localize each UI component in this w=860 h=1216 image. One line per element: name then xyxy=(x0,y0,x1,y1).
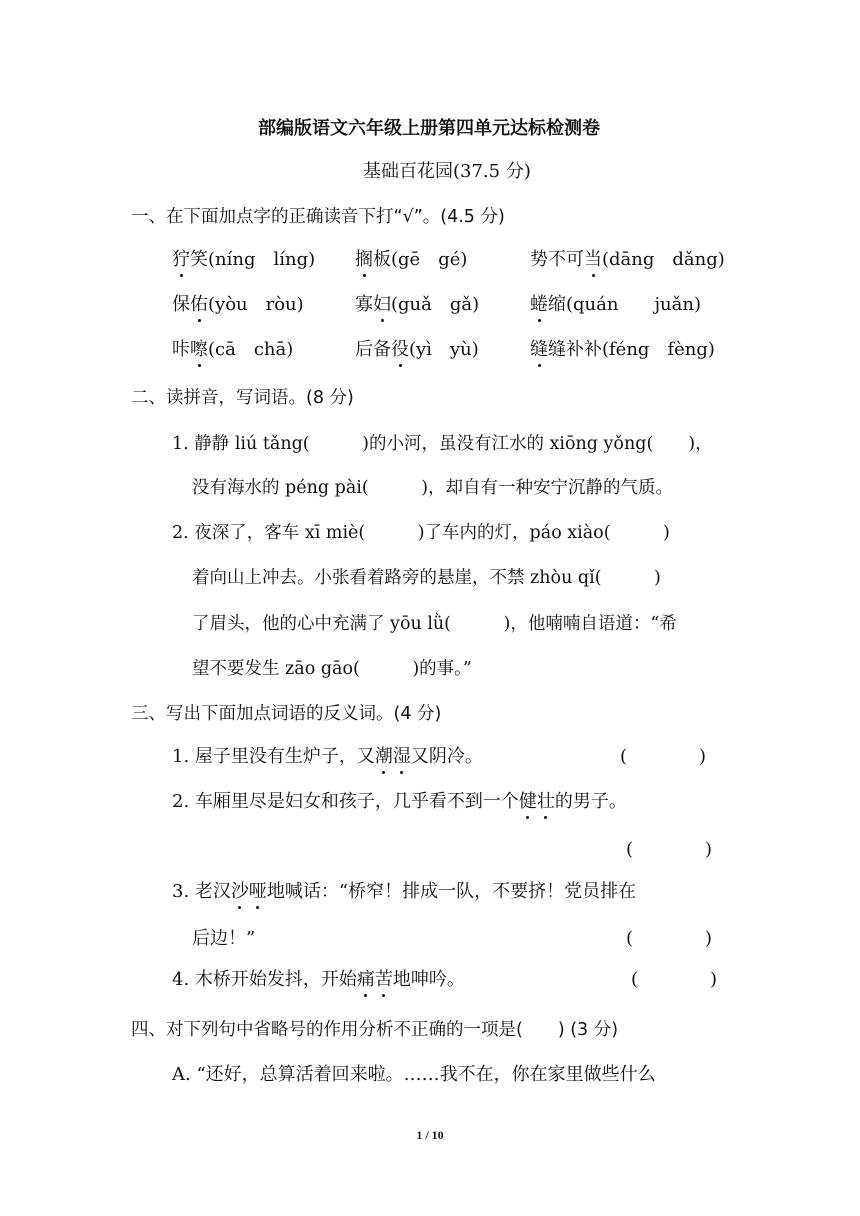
pinyin-item: 蜷缩(quán juǎn) xyxy=(530,294,701,315)
pinyin-item: 后备役(yì yù) xyxy=(355,339,479,360)
answer-blank: ( ) xyxy=(620,746,707,767)
section2-q2-line3: 了眉头，他的心中充满了 yōu lǜ( )，他喃喃自语道：“希 xyxy=(192,614,677,634)
section3-heading: 三、写出下面加点词语的反义词。(4 分) xyxy=(131,704,442,724)
section3-q1: 1. 屋子里没有生炉子，又潮湿又阴冷。 xyxy=(172,746,483,767)
page-subtitle: 基础百花园(37.5 分) xyxy=(363,161,531,182)
page-title: 部编版语文六年级上册第四单元达标检测卷 xyxy=(258,118,600,139)
section2-q2-line2: 着向山上冲去。小张看着路旁的悬崖，不禁 zhòu qǐ( ) xyxy=(192,568,661,588)
answer-blank: ( ) xyxy=(626,928,713,949)
section3-q4: 4. 木桥开始发抖，开始痛苦地呻吟。 xyxy=(172,969,465,990)
section4-heading: 四、对下列句中省略号的作用分析不正确的一项是( ) (3 分) xyxy=(131,1020,619,1040)
pinyin-item: 搁板(gē gé) xyxy=(355,249,468,270)
section3-q3-line1: 3. 老汉沙哑地喊话：“桥窄！排成一队，不要挤！党员排在 xyxy=(172,881,637,902)
answer-blank: ( ) xyxy=(626,839,713,860)
answer-blank: ( ) xyxy=(631,969,718,990)
section4-option-a: A. “还好，总算活着回来啦。……我不在，你在家里做些什么 xyxy=(172,1064,656,1085)
pinyin-item: 保佑(yòu ròu) xyxy=(172,294,304,315)
section2-q2-line1: 2. 夜深了，客车 xī miè( )了车内的灯，páo xiào( ) xyxy=(172,523,670,543)
section2-q2-line4: 望不要发生 zāo gāo( )的事。” xyxy=(192,659,472,679)
section3-q2: 2. 车厢里尽是妇女和孩子，几乎看不到一个健壮的男子。 xyxy=(172,791,627,812)
pinyin-item: 咔嚓(cā chā) xyxy=(172,339,294,360)
pinyin-item: 缝缝补补(féng fèng) xyxy=(530,339,715,360)
section2-q1-line1: 1. 静静 liú tǎng( )的小河，虽没有江水的 xiōng yǒng( )， xyxy=(172,434,713,454)
pinyin-item: 势不可当(dāng dǎng) xyxy=(530,249,725,270)
section2-heading: 二、读拼音，写词语。(8 分) xyxy=(131,388,354,408)
pinyin-item: 寡妇(guǎ gǎ) xyxy=(355,294,480,315)
section3-q3-line2: 后边！” xyxy=(192,928,256,949)
pinyin-item: 狞笑(níng líng) xyxy=(172,249,316,270)
section2-q1-line2: 没有海水的 péng pài( )，却自有一种安宁沉静的气质。 xyxy=(192,478,674,498)
section1-heading: 一、在下面加点字的正确读音下打“√”。(4.5 分) xyxy=(131,207,505,227)
page-number: 1 / 10 xyxy=(416,1128,444,1142)
